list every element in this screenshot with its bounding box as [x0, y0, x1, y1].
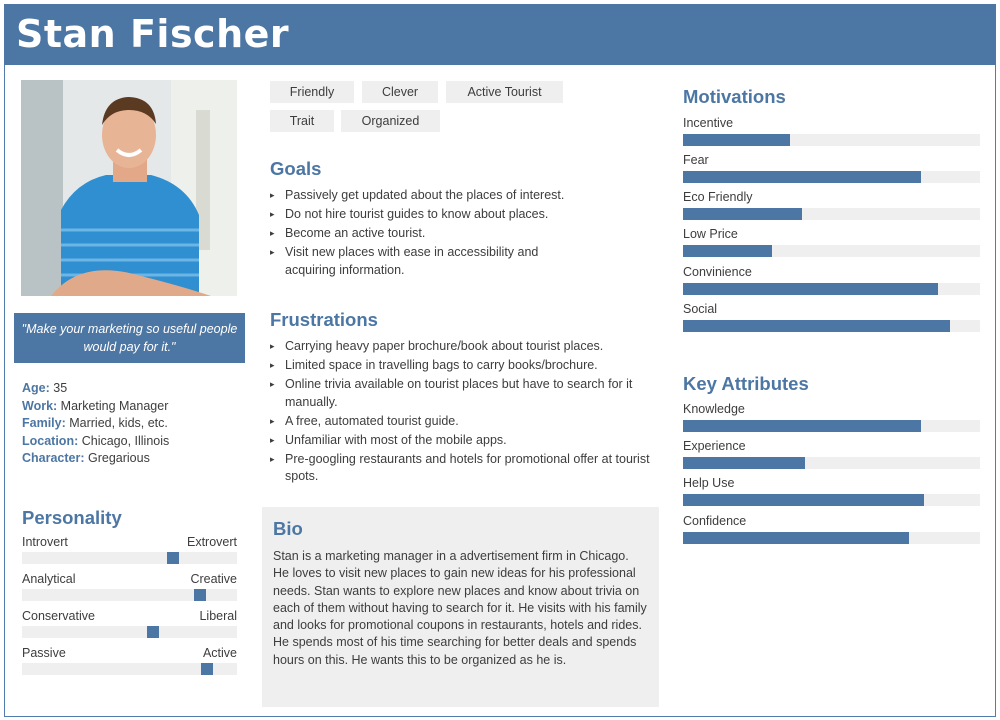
bar-fill — [683, 171, 921, 183]
attribute-bar — [683, 514, 980, 552]
personality-scale — [22, 535, 237, 567]
person-portrait-image — [21, 80, 237, 296]
scale-left-label: Analytical — [22, 572, 76, 586]
list-item: ▸ Carrying heavy paper brochure/book about tourist places. — [270, 338, 655, 356]
fact-character: Character: Gregarious — [22, 451, 150, 466]
motivation-bar — [683, 190, 980, 228]
personality-scale — [22, 572, 237, 604]
bar-track — [683, 420, 980, 432]
bar-track — [683, 457, 980, 469]
scale-track — [22, 552, 237, 564]
frustrations-list — [270, 338, 655, 487]
bar-label: Eco Friendly — [683, 190, 753, 204]
motivation-bar — [683, 265, 980, 303]
scale-track — [22, 663, 237, 675]
list-item: ▸ Pre-googling restaurants and hotels for promotional offer at tourist spots. — [270, 451, 655, 486]
list-item: ▸ Become an active tourist. — [270, 225, 570, 243]
motivation-bar — [683, 153, 980, 191]
fact-location: Location: Chicago, Illinois — [22, 433, 170, 448]
list-item: ▸ Visit new places with ease in accessibility and acquiring information. — [270, 244, 570, 279]
bar-track — [683, 171, 980, 183]
frustrations-title: Frustrations — [270, 309, 378, 330]
persona-photo — [21, 80, 237, 296]
scale-right-label: Extrovert — [186, 535, 237, 549]
motivation-bar — [683, 116, 980, 154]
bar-fill — [683, 208, 802, 220]
scale-right-label: Creative — [190, 572, 237, 586]
bar-label: Confidence — [683, 514, 747, 528]
scale-marker — [194, 589, 206, 601]
persona-quote: "Make your marketing so useful people would pay for it." — [14, 313, 245, 363]
bar-track — [683, 320, 980, 332]
list-item: ▸ Passively get updated about the places of interest. — [270, 187, 570, 205]
bar-label: Help Use — [683, 476, 735, 490]
motivation-bar — [683, 302, 980, 340]
bar-fill — [683, 420, 921, 432]
list-item: ▸ Unfamiliar with most of the mobile apps. — [270, 432, 655, 450]
attribute-bar — [683, 402, 980, 440]
attribute-bar — [683, 439, 980, 477]
persona-facts — [22, 380, 247, 468]
bar-label: Experience — [683, 439, 746, 453]
bar-fill — [683, 494, 924, 506]
scale-track — [22, 589, 237, 601]
key-attributes-title: Key Attributes — [683, 373, 809, 394]
persona-name: Stan Fischer — [16, 12, 290, 56]
header-bar — [4, 4, 996, 65]
motivations-title: Motivations — [683, 86, 786, 107]
bar-label: Low Price — [683, 227, 738, 241]
bar-track — [683, 283, 980, 295]
personality-scale — [22, 609, 237, 641]
trait-tag: Friendly — [270, 81, 354, 103]
bar-fill — [683, 532, 909, 544]
fact-family: Family: Married, kids, etc. — [22, 416, 168, 431]
bar-label: Fear — [683, 153, 709, 167]
bar-label: Social — [683, 302, 718, 316]
trait-tag: Active Tourist — [446, 81, 563, 103]
trait-tag: Clever — [362, 81, 438, 103]
list-item: ▸ A free, automated tourist guide. — [270, 413, 655, 431]
bar-label: Incentive — [683, 116, 734, 130]
scale-right-label: Active — [202, 646, 237, 660]
list-item: ▸ Online trivia available on tourist places but have to search for it manually. — [270, 376, 655, 411]
attribute-bar — [683, 476, 980, 514]
bar-label: Knowledge — [683, 402, 745, 416]
motivation-bar — [683, 227, 980, 265]
list-item: ▸ Do not hire tourist guides to know about places. — [270, 206, 570, 224]
bar-track — [683, 494, 980, 506]
fact-age: Age: 35 — [22, 381, 68, 395]
bio-text: Stan is a marketing manager in a advertisement firm in Chicago. He loves to visit new places to gain new ideas for his professional needs. Stan wants to explore new places and know about trivia on each of them without having to search for it. He visits with his family and looks for promotional coupons in restaurants, hotels and rides. He spends most of his time searching for better deals and spends hours on this. He wants this to be organized as he is. — [273, 549, 647, 667]
goals-title: Goals — [270, 158, 322, 179]
bar-track — [683, 532, 980, 544]
scale-right-label: Liberal — [199, 609, 237, 623]
personality-title: Personality — [22, 507, 122, 528]
scale-track — [22, 626, 237, 638]
bar-track — [683, 245, 980, 257]
scale-left-label: Conservative — [22, 609, 95, 623]
trait-tag: Organized — [341, 110, 440, 132]
bio-panel — [262, 507, 659, 707]
bar-fill — [683, 134, 790, 146]
bar-label: Convinience — [683, 265, 752, 279]
bar-fill — [683, 283, 938, 295]
scale-left-label: Passive — [22, 646, 66, 660]
scale-marker — [147, 626, 159, 638]
fact-work: Work: Marketing Manager — [22, 398, 169, 413]
bar-track — [683, 208, 980, 220]
bar-fill — [683, 245, 772, 257]
goals-list — [270, 187, 570, 281]
scale-marker — [167, 552, 179, 564]
bio-title: Bio — [273, 518, 303, 539]
scale-left-label: Introvert — [22, 535, 68, 549]
bar-track — [683, 134, 980, 146]
bar-fill — [683, 320, 950, 332]
personality-scale — [22, 646, 237, 678]
list-item: ▸ Limited space in travelling bags to carry books/brochure. — [270, 357, 655, 375]
trait-tag: Trait — [270, 110, 334, 132]
bar-fill — [683, 457, 805, 469]
scale-marker — [201, 663, 213, 675]
